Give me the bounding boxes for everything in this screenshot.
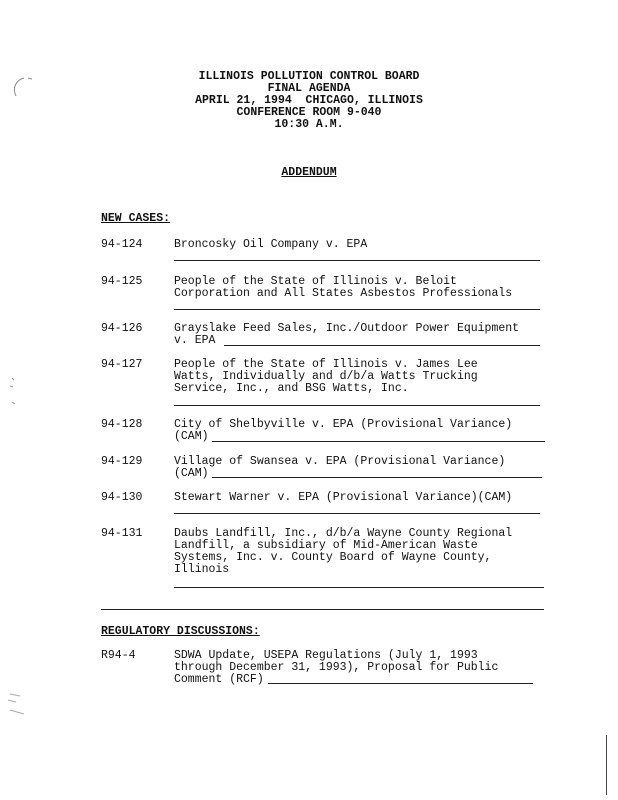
signature-line bbox=[224, 345, 540, 346]
signature-line bbox=[268, 683, 533, 684]
addendum-heading bbox=[0, 167, 618, 179]
case-title: Village of Swansea v. EPA (Provisional Variance) (CAM) bbox=[174, 455, 506, 480]
signature-line bbox=[212, 477, 542, 478]
case-title: People of the State of Illinois v. James Lee Watts, Individually and d/b/a Watts Trucking Service, Inc., and BSG Watts, Inc. bbox=[174, 358, 478, 395]
case-number: 94-127 bbox=[101, 358, 143, 371]
case-title: Stewart Warner v. EPA (Provisional Variance)(CAM) bbox=[174, 491, 513, 504]
case-number: 94-130 bbox=[101, 491, 143, 504]
scan-edge-mark bbox=[606, 735, 607, 795]
header-date-location: APRIL 21, 1994 CHICAGO, ILLINOIS bbox=[195, 94, 423, 107]
case-number: 94-128 bbox=[101, 418, 143, 431]
case-title: SDWA Update, USEPA Regulations (July 1, 1993 through December 31, 1993), Proposal for Public Comment (RCF) bbox=[174, 649, 499, 686]
case-number: R94-4 bbox=[101, 649, 136, 662]
case-title: People of the State of Illinois v. Beloit Corporation and All States Asbestos Professionals bbox=[174, 275, 513, 300]
new-cases-title: NEW CASES: bbox=[101, 212, 171, 225]
case-number: 94-131 bbox=[101, 527, 143, 540]
header-time: 10:30 A.M. bbox=[274, 118, 344, 131]
signature-line bbox=[174, 587, 544, 588]
case-title: Daubs Landfill, Inc., d/b/a Wayne County Regional Landfill, a subsidiary of Mid-American Waste Systems, Inc. v. County Board of Wayne County, Illinois bbox=[174, 527, 513, 576]
signature-line bbox=[174, 513, 540, 514]
case-title: Grayslake Feed Sales, Inc./Outdoor Power Equipment v. EPA bbox=[174, 322, 520, 347]
header-board-name: ILLINOIS POLLUTION CONTROL BOARD bbox=[198, 70, 420, 83]
addendum-label: ADDENDUM bbox=[281, 166, 337, 179]
signature-line bbox=[174, 405, 540, 406]
agenda-header bbox=[0, 71, 618, 131]
case-number: 94-129 bbox=[101, 455, 143, 468]
header-agenda-type: FINAL AGENDA bbox=[267, 82, 351, 95]
signature-line bbox=[174, 309, 540, 310]
scan-mark bbox=[4, 376, 22, 410]
case-title: City of Shelbyville v. EPA (Provisional Variance) (CAM) bbox=[174, 418, 513, 443]
signature-line bbox=[174, 260, 540, 261]
case-number: 94-126 bbox=[101, 322, 143, 335]
case-number: 94-125 bbox=[101, 275, 143, 288]
section-divider bbox=[101, 609, 544, 610]
case-title: Broncosky Oil Company v. EPA bbox=[174, 238, 368, 251]
case-number: 94-124 bbox=[101, 238, 143, 251]
header-room: CONFERENCE ROOM 9-040 bbox=[236, 106, 382, 119]
signature-line bbox=[212, 441, 545, 442]
regulatory-discussions-title: REGULATORY DISCUSSIONS: bbox=[101, 625, 260, 638]
scan-mark bbox=[4, 690, 30, 720]
scan-mark bbox=[6, 74, 36, 102]
